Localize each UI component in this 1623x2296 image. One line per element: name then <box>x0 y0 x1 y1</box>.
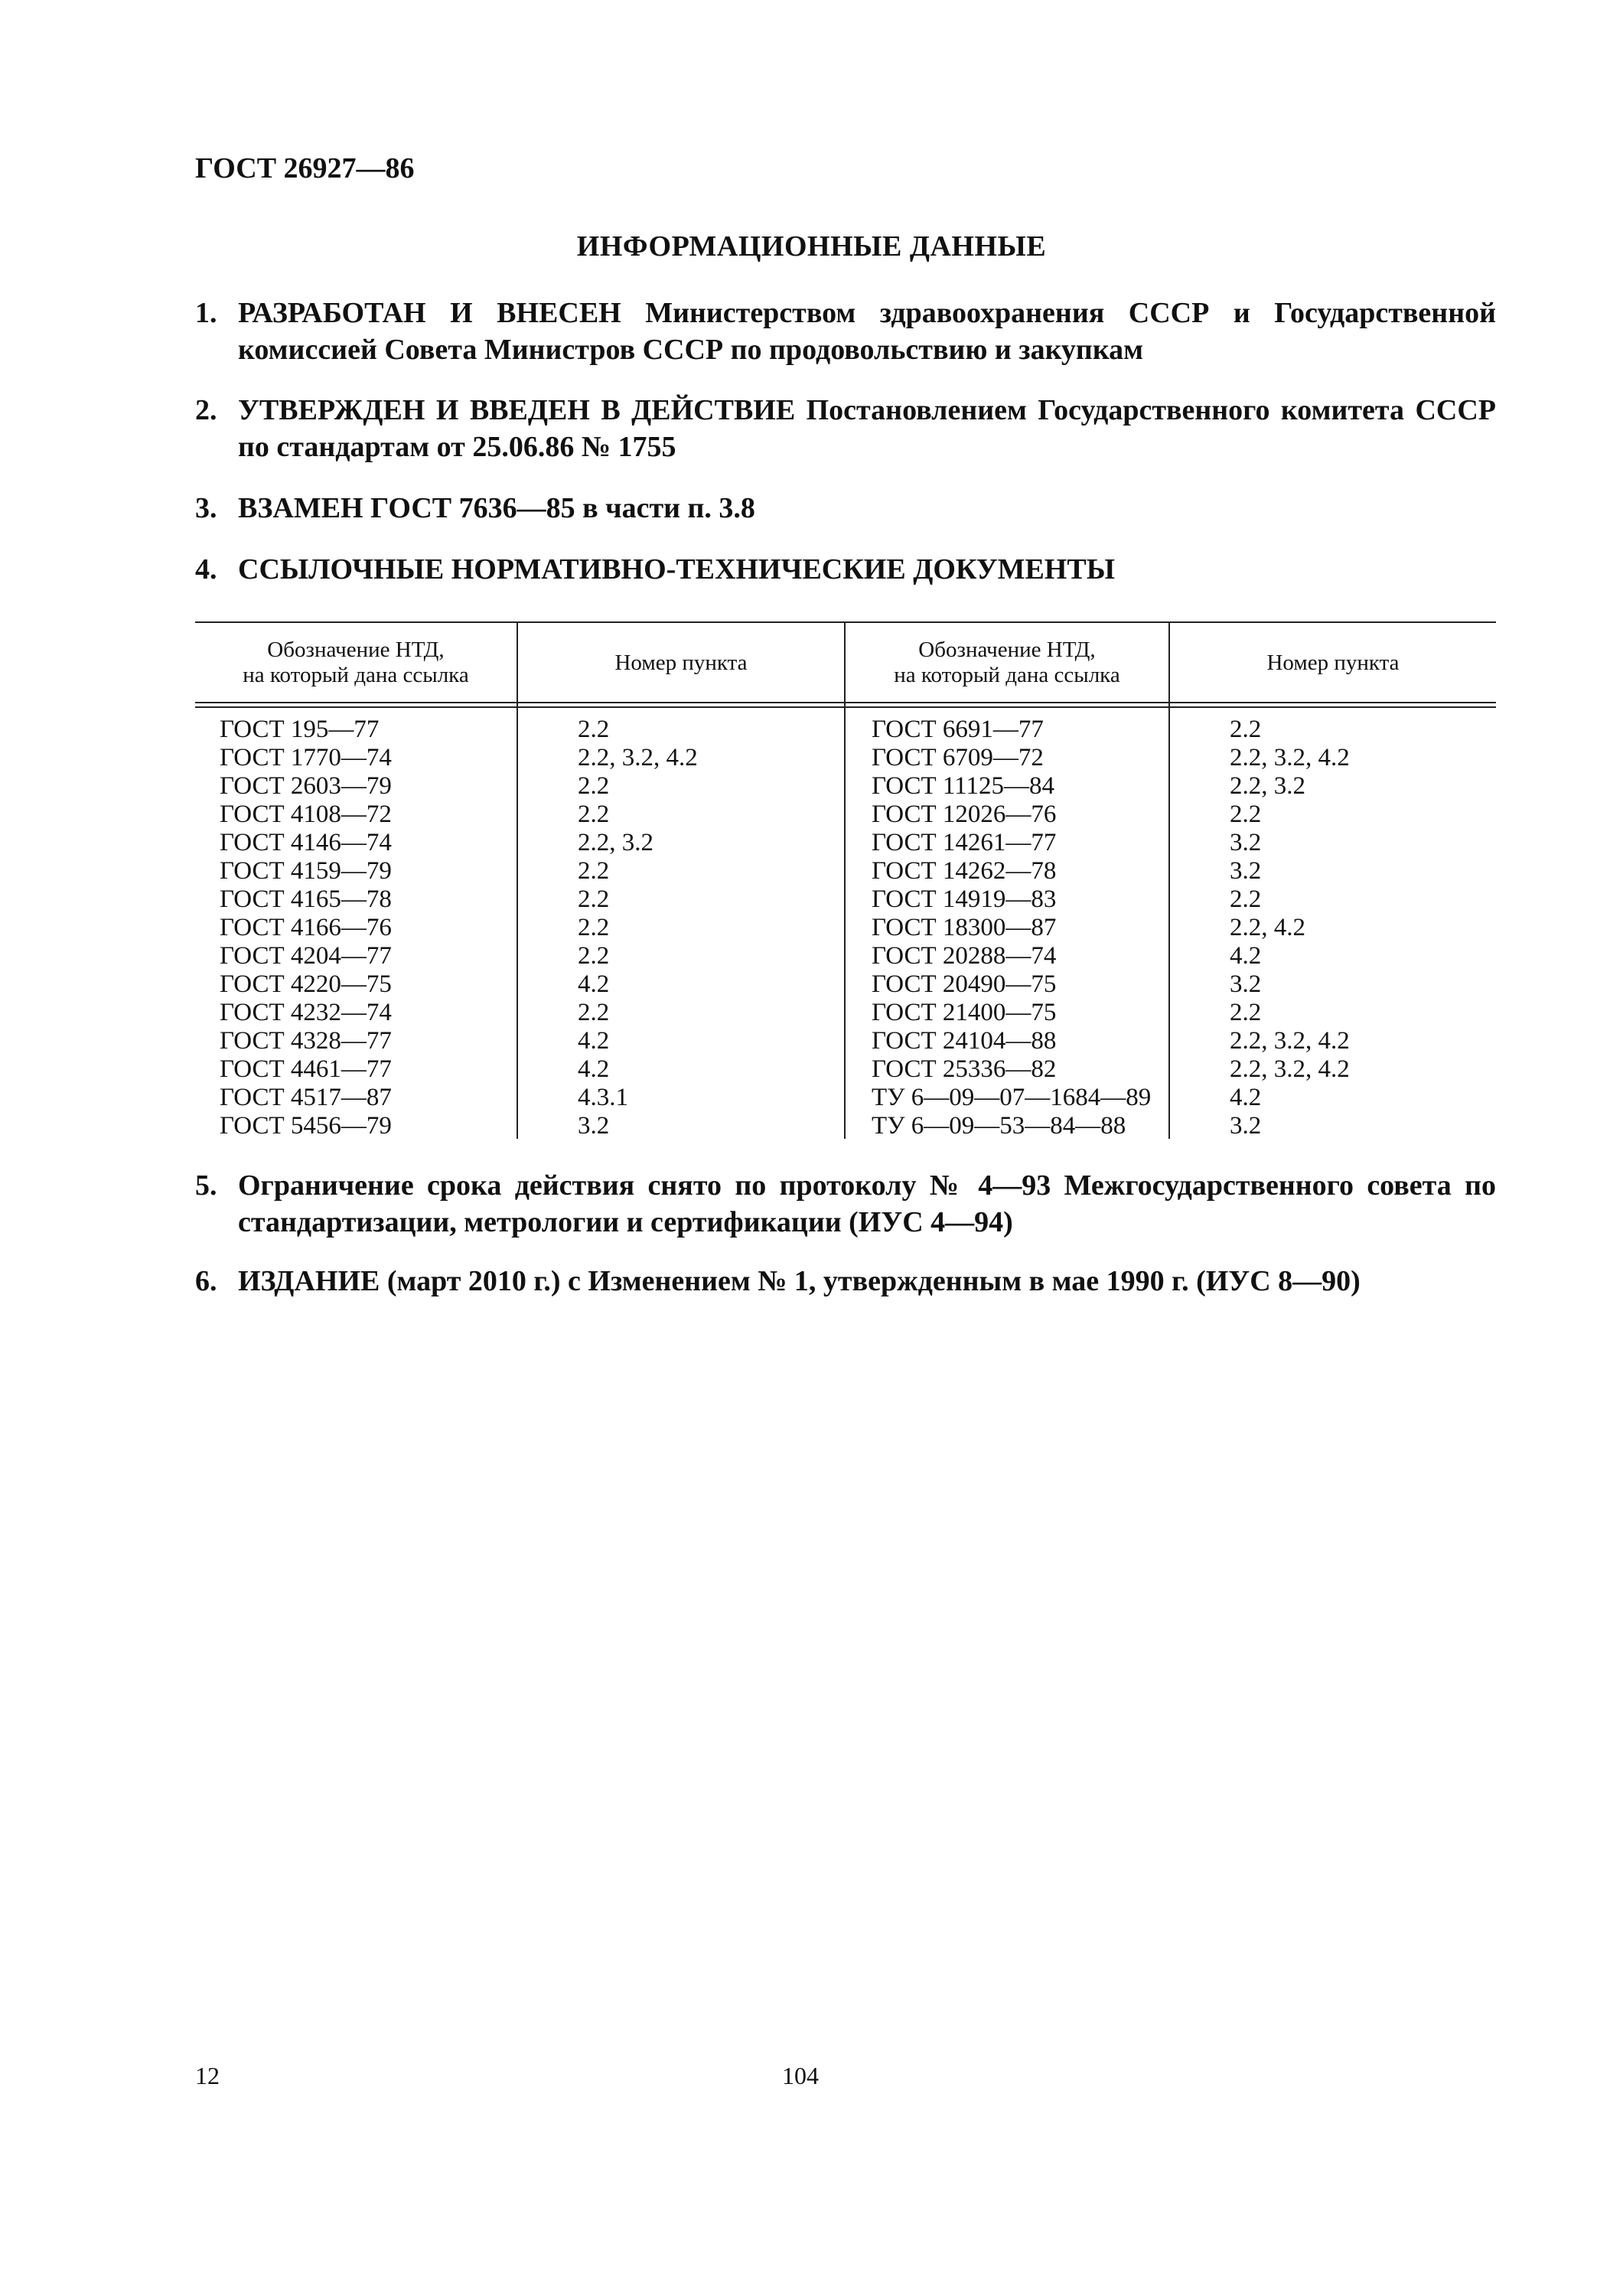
column-divider <box>1168 621 1170 1139</box>
table-cell: ГОСТ 4159—79 <box>220 857 392 885</box>
table-cell: ГОСТ 20288—74 <box>872 942 1057 970</box>
table-cell: ТУ 6—09—53—84—88 <box>872 1112 1126 1140</box>
table-cell: 2.2 <box>578 772 610 800</box>
table-cell: ГОСТ 4204—77 <box>220 942 392 970</box>
header-doc-right <box>846 632 1168 693</box>
table-cell: ГОСТ 4166—76 <box>220 914 392 941</box>
right-doc-column <box>872 716 1151 1140</box>
table-cell: ГОСТ 6691—77 <box>872 716 1044 743</box>
item-text: (март 2010 г.) с Изменением № 1, утвержденным в мае 1990 г. (ИУС 8—90) <box>380 1265 1361 1297</box>
table-cell: 2.2 <box>1230 801 1262 828</box>
table-cell: ГОСТ 6709—72 <box>872 744 1044 771</box>
table-cell: 4.2 <box>578 1027 610 1055</box>
header-item-right <box>1170 632 1496 693</box>
table-cell: 2.2, 4.2 <box>1230 914 1305 941</box>
item-number: 4. <box>195 553 217 585</box>
table-header-rule <box>195 702 1496 708</box>
left-doc-column <box>220 716 392 1140</box>
table-cell: 2.2 <box>1230 885 1262 913</box>
right-item-column <box>1230 716 1350 1140</box>
info-item-3 <box>195 490 1496 527</box>
header-doc-left <box>195 632 517 693</box>
info-item-5 <box>195 1167 1496 1241</box>
header-doc-line2: на который дана ссылка <box>243 663 469 687</box>
table-cell: ГОСТ 4232—74 <box>220 999 392 1026</box>
item-text: в части п. 3.8 <box>575 492 755 524</box>
item-lead: ИЗДАНИЕ <box>238 1265 380 1297</box>
item-text: Постановлением Государственного комитета СССР по стандартам от 25.06.86 № 1755 <box>238 394 1496 463</box>
column-divider <box>517 621 518 1139</box>
table-cell: 4.2 <box>1230 1084 1262 1111</box>
header-doc-line1: Обозначение НТД, <box>267 638 445 662</box>
table-cell: ГОСТ 4108—72 <box>220 801 392 828</box>
table-cell: ГОСТ 5456—79 <box>220 1112 392 1140</box>
info-item-2 <box>195 392 1496 465</box>
item-text: Министерством здравоохранения СССР и Государственной комиссией Совета Министров СССР по продовольствию и закупкам <box>238 297 1496 366</box>
table-cell: ГОСТ 4165—78 <box>220 885 392 913</box>
table-cell: ГОСТ 2603—79 <box>220 772 392 800</box>
item-lead: ССЫЛОЧНЫЕ НОРМАТИВНО-ТЕХНИЧЕСКИЕ ДОКУМЕНТЫ <box>238 553 1116 585</box>
table-cell: ГОСТ 4146—74 <box>220 829 392 856</box>
table-cell: 2.2 <box>578 999 610 1026</box>
table-cell: ГОСТ 1770—74 <box>220 744 392 771</box>
table-cell: ГОСТ 14261—77 <box>872 829 1057 856</box>
table-cell: ГОСТ 4461—77 <box>220 1055 392 1083</box>
page-number-left: 12 <box>195 2062 220 2089</box>
table-top-rule <box>195 621 1496 623</box>
item-lead: УТВЕРЖДЕН И ВВЕДЕН В ДЕЙСТВИЕ <box>238 394 796 426</box>
table-cell: 2.2, 3.2, 4.2 <box>578 744 698 771</box>
table-cell: 3.2 <box>1230 970 1262 998</box>
table-cell: ГОСТ 11125—84 <box>872 772 1054 800</box>
table-cell: 2.2 <box>578 942 610 970</box>
table-cell: ГОСТ 24104—88 <box>872 1027 1057 1055</box>
header-doc-line1: Обозначение НТД, <box>918 638 1096 662</box>
section-title: ИНФОРМАЦИОННЫЕ ДАННЫЕ <box>576 230 1047 263</box>
header-item-left <box>518 632 844 693</box>
table-cell: ГОСТ 4328—77 <box>220 1027 392 1055</box>
page-number-center: 104 <box>782 2062 819 2089</box>
table-cell: 4.2 <box>578 1055 610 1083</box>
item-number: 6. <box>195 1265 217 1297</box>
header-item-label: Номер пункта <box>614 650 748 675</box>
table-cell: 4.3.1 <box>578 1084 628 1111</box>
table-cell: 2.2, 3.2, 4.2 <box>1230 1055 1350 1083</box>
item-number: 5. <box>195 1169 217 1202</box>
table-cell: 2.2 <box>1230 999 1262 1026</box>
table-cell: ГОСТ 4220—75 <box>220 970 392 998</box>
table-cell: 4.2 <box>578 970 610 998</box>
item-number: 1. <box>195 297 217 329</box>
info-item-6 <box>195 1263 1496 1300</box>
table-cell: 3.2 <box>1230 857 1262 885</box>
table-cell: ТУ 6—09—07—1684—89 <box>872 1084 1152 1111</box>
item-number: 2. <box>195 394 217 426</box>
table-cell: 2.2 <box>578 857 610 885</box>
left-item-column <box>578 716 698 1140</box>
table-cell: 2.2 <box>578 801 610 828</box>
header-item-label: Номер пункта <box>1266 650 1400 675</box>
table-cell: 3.2 <box>1230 1112 1262 1140</box>
info-item-4 <box>195 551 1496 588</box>
table-cell: 3.2 <box>1230 829 1262 856</box>
table-cell: 2.2, 3.2, 4.2 <box>1230 744 1350 771</box>
table-cell: ГОСТ 4517—87 <box>220 1084 392 1111</box>
table-cell: ГОСТ 14919—83 <box>872 885 1057 913</box>
item-text: Ограничение срока действия снято по протоколу № 4—93 Межгосударственного совета по стандартизации, метрологии и сертификации (ИУС 4—94) <box>238 1169 1496 1238</box>
table-cell: ГОСТ 18300—87 <box>872 914 1057 941</box>
item-lead: РАЗРАБОТАН И ВНЕСЕН <box>238 297 621 329</box>
table-cell: 2.2, 3.2, 4.2 <box>1230 1027 1350 1055</box>
column-divider <box>844 621 846 1139</box>
table-cell: ГОСТ 12026—76 <box>872 801 1057 828</box>
table-cell: ГОСТ 20490—75 <box>872 970 1057 998</box>
header-doc-line2: на который дана ссылка <box>894 663 1120 687</box>
table-cell: 2.2 <box>1230 716 1262 743</box>
table-cell: 2.2, 3.2 <box>1230 772 1305 800</box>
table-cell: 4.2 <box>1230 942 1262 970</box>
table-cell: ГОСТ 21400—75 <box>872 999 1057 1026</box>
table-cell: 2.2, 3.2 <box>578 829 653 856</box>
table-cell: ГОСТ 195—77 <box>220 716 380 743</box>
item-number: 3. <box>195 492 217 524</box>
table-cell: 2.2 <box>578 885 610 913</box>
document-code: ГОСТ 26927—86 <box>195 152 415 184</box>
item-lead: ВЗАМЕН ГОСТ 7636—85 <box>238 492 575 524</box>
table-cell: 2.2 <box>578 716 610 743</box>
table-cell: ГОСТ 14262—78 <box>872 857 1057 885</box>
table-cell: 3.2 <box>578 1112 610 1140</box>
table-cell: 2.2 <box>578 914 610 941</box>
info-item-1 <box>195 295 1496 368</box>
table-cell: ГОСТ 25336—82 <box>872 1055 1057 1083</box>
